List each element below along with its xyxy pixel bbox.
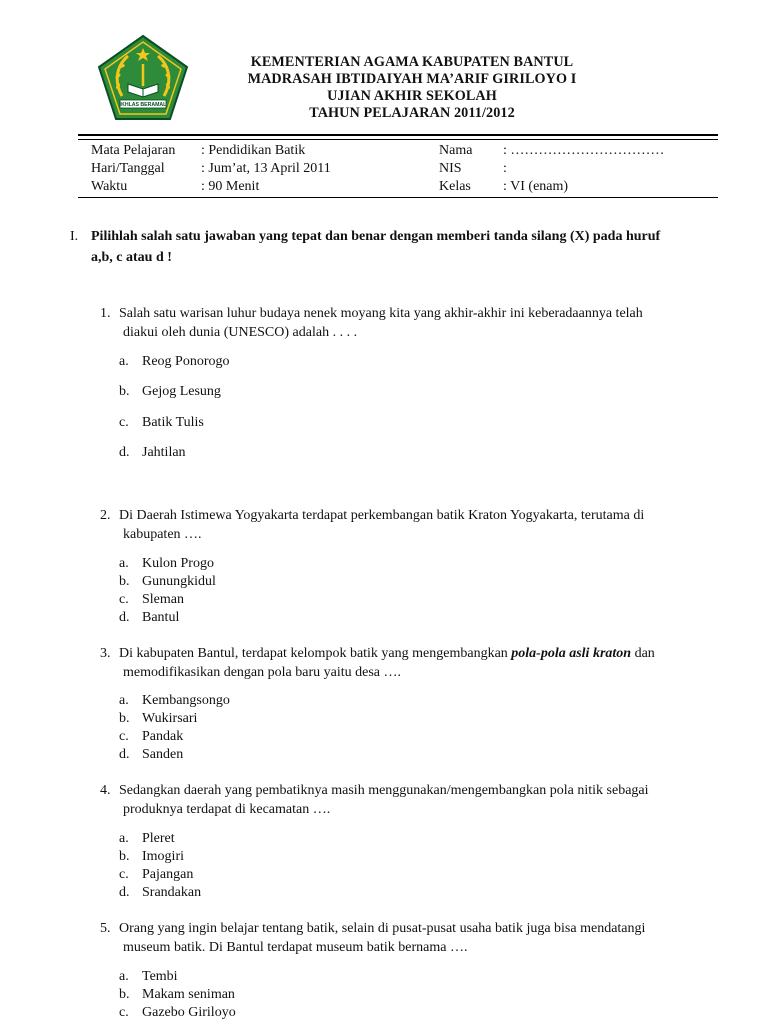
option-letter: c. xyxy=(119,729,129,744)
emphasized-term: pola-pola asli kraton xyxy=(511,646,632,661)
question-5 xyxy=(100,920,720,957)
option[interactable] xyxy=(119,555,214,573)
instruction-line: a,b, c atau d ! xyxy=(91,250,172,265)
info-value: : Pendidikan Batik xyxy=(201,143,306,158)
option-text: Gazebo Giriloyo xyxy=(142,1005,236,1020)
option[interactable] xyxy=(119,848,184,866)
option-letter: b. xyxy=(119,711,130,726)
question-text: kabupaten …. xyxy=(123,526,202,542)
option[interactable] xyxy=(119,414,204,432)
option-letter: b. xyxy=(119,849,130,864)
question-number: 3. xyxy=(100,646,111,661)
option-text: Jahtilan xyxy=(142,445,186,460)
question-2 xyxy=(100,507,720,544)
option-letter: c. xyxy=(119,415,129,430)
info-value: : xyxy=(503,161,507,176)
question-text: produknya terdapat di kecamatan …. xyxy=(123,801,331,817)
option-text: Imogiri xyxy=(142,849,184,864)
option-text: Makam seniman xyxy=(142,987,235,1002)
option-text: Wukirsari xyxy=(142,711,198,726)
question-text: diakui oleh dunia (UNESCO) adalah . . . . xyxy=(123,324,358,340)
option[interactable] xyxy=(119,609,179,627)
option[interactable] xyxy=(119,444,186,462)
info-value: : VI (enam) xyxy=(503,179,569,194)
option-letter: c. xyxy=(119,1005,129,1020)
option-letter: a. xyxy=(119,556,129,571)
option[interactable] xyxy=(119,746,183,764)
option-letter: b. xyxy=(119,384,130,399)
option-text: Sleman xyxy=(142,592,184,607)
option[interactable] xyxy=(119,728,183,746)
question-number: 1. xyxy=(100,306,111,321)
instruction xyxy=(70,226,730,268)
option-text: Bantul xyxy=(142,610,180,625)
option[interactable] xyxy=(119,830,175,848)
info-value: : …………………………… xyxy=(503,143,665,158)
header-divider-thick xyxy=(78,134,718,136)
question-number: 4. xyxy=(100,783,111,798)
question-number: 5. xyxy=(100,921,111,936)
option-text: Sanden xyxy=(142,747,184,762)
option-letter: d. xyxy=(119,885,130,900)
info-labels-left xyxy=(91,142,175,196)
instruction-number: I. xyxy=(70,229,79,244)
info-values-left xyxy=(201,142,331,196)
option-letter: d. xyxy=(119,747,130,762)
option-letter: c. xyxy=(119,867,129,882)
instruction-line: Pilihlah salah satu jawaban yang tepat dan benar dengan memberi tanda silang (X) pada huruf xyxy=(91,229,661,244)
option-letter: c. xyxy=(119,592,129,607)
question-1 xyxy=(100,305,720,342)
option-letter: a. xyxy=(119,831,129,846)
option-text: Kembangsongo xyxy=(142,693,230,708)
option-letter: a. xyxy=(119,693,129,708)
option-text: Batik Tulis xyxy=(142,415,204,430)
option[interactable] xyxy=(119,353,230,371)
header-divider-thin xyxy=(78,139,718,140)
info-label: Kelas xyxy=(439,179,471,194)
option[interactable] xyxy=(119,692,230,710)
info-value: : Jum’at, 13 April 2011 xyxy=(201,161,331,176)
option-letter: a. xyxy=(119,354,129,369)
option[interactable] xyxy=(119,591,184,609)
info-labels-right xyxy=(439,142,472,196)
question-text: dan xyxy=(631,646,655,661)
exam-title: UJIAN AKHIR SEKOLAH xyxy=(327,88,497,104)
option-text: Reog Ponorogo xyxy=(142,354,230,369)
svg-text:IKHLAS BERAMAL: IKHLAS BERAMAL xyxy=(119,102,167,109)
question-number: 2. xyxy=(100,508,111,523)
option[interactable] xyxy=(119,710,197,728)
school-header xyxy=(190,54,634,122)
question-text: Sedangkan daerah yang pembatiknya masih menggunakan/mengembangkan pola nitik sebagai xyxy=(119,783,649,798)
option-text: Pandak xyxy=(142,729,184,744)
option[interactable] xyxy=(119,383,221,401)
option-text: Gejog Lesung xyxy=(142,384,221,399)
option-letter: b. xyxy=(119,987,130,1002)
ministry-title: KEMENTERIAN AGAMA KABUPATEN BANTUL xyxy=(250,54,574,70)
option-text: Pleret xyxy=(142,831,175,846)
kemenag-logo xyxy=(96,34,190,122)
option-text: Tembi xyxy=(142,969,178,984)
option[interactable] xyxy=(119,573,216,591)
question-text: memodifikasikan dengan pola baru yaitu desa …. xyxy=(123,664,401,680)
question-text: Salah satu warisan luhur budaya nenek moyang kita yang akhir-akhir ini keberadaannya telah xyxy=(119,306,643,321)
option-letter: d. xyxy=(119,445,130,460)
option-letter: b. xyxy=(119,574,130,589)
option[interactable] xyxy=(119,884,201,902)
question-text: Di kabupaten Bantul, terdapat kelompok batik yang mengembangkan xyxy=(119,646,512,661)
info-label: Nama xyxy=(439,143,473,158)
option-text: Kulon Progo xyxy=(142,556,214,571)
question-3 xyxy=(100,645,720,682)
info-value: : 90 Menit xyxy=(201,179,260,194)
school-name: MADRASAH IBTIDAIYAH MA’ARIF GIRILOYO I xyxy=(247,71,577,87)
option-letter: a. xyxy=(119,969,129,984)
question-text: museum batik. Di Bantul terdapat museum batik bernama …. xyxy=(123,939,468,955)
option[interactable] xyxy=(119,866,193,884)
option[interactable] xyxy=(119,986,235,1004)
question-text: Orang yang ingin belajar tentang batik, selain di pusat-pusat usaha batik juga bisa mendatangi xyxy=(119,921,646,936)
info-label: Mata Pelajaran xyxy=(91,143,176,158)
option-text: Gunungkidul xyxy=(142,574,216,589)
info-label: Hari/Tanggal xyxy=(91,161,165,176)
question-4 xyxy=(100,782,720,819)
option[interactable] xyxy=(119,1004,236,1022)
option-letter: d. xyxy=(119,610,130,625)
info-label: NIS xyxy=(439,161,462,176)
question-text: Di Daerah Istimewa Yogyakarta terdapat perkembangan batik Kraton Yogyakarta, terutama di xyxy=(119,508,645,523)
info-values-right xyxy=(503,142,664,196)
school-year: TAHUN PELAJARAN 2011/2012 xyxy=(309,105,515,121)
info-label: Waktu xyxy=(91,179,128,194)
info-divider xyxy=(78,197,718,198)
option-text: Pajangan xyxy=(142,867,194,882)
option[interactable] xyxy=(119,968,178,986)
option-text: Srandakan xyxy=(142,885,202,900)
